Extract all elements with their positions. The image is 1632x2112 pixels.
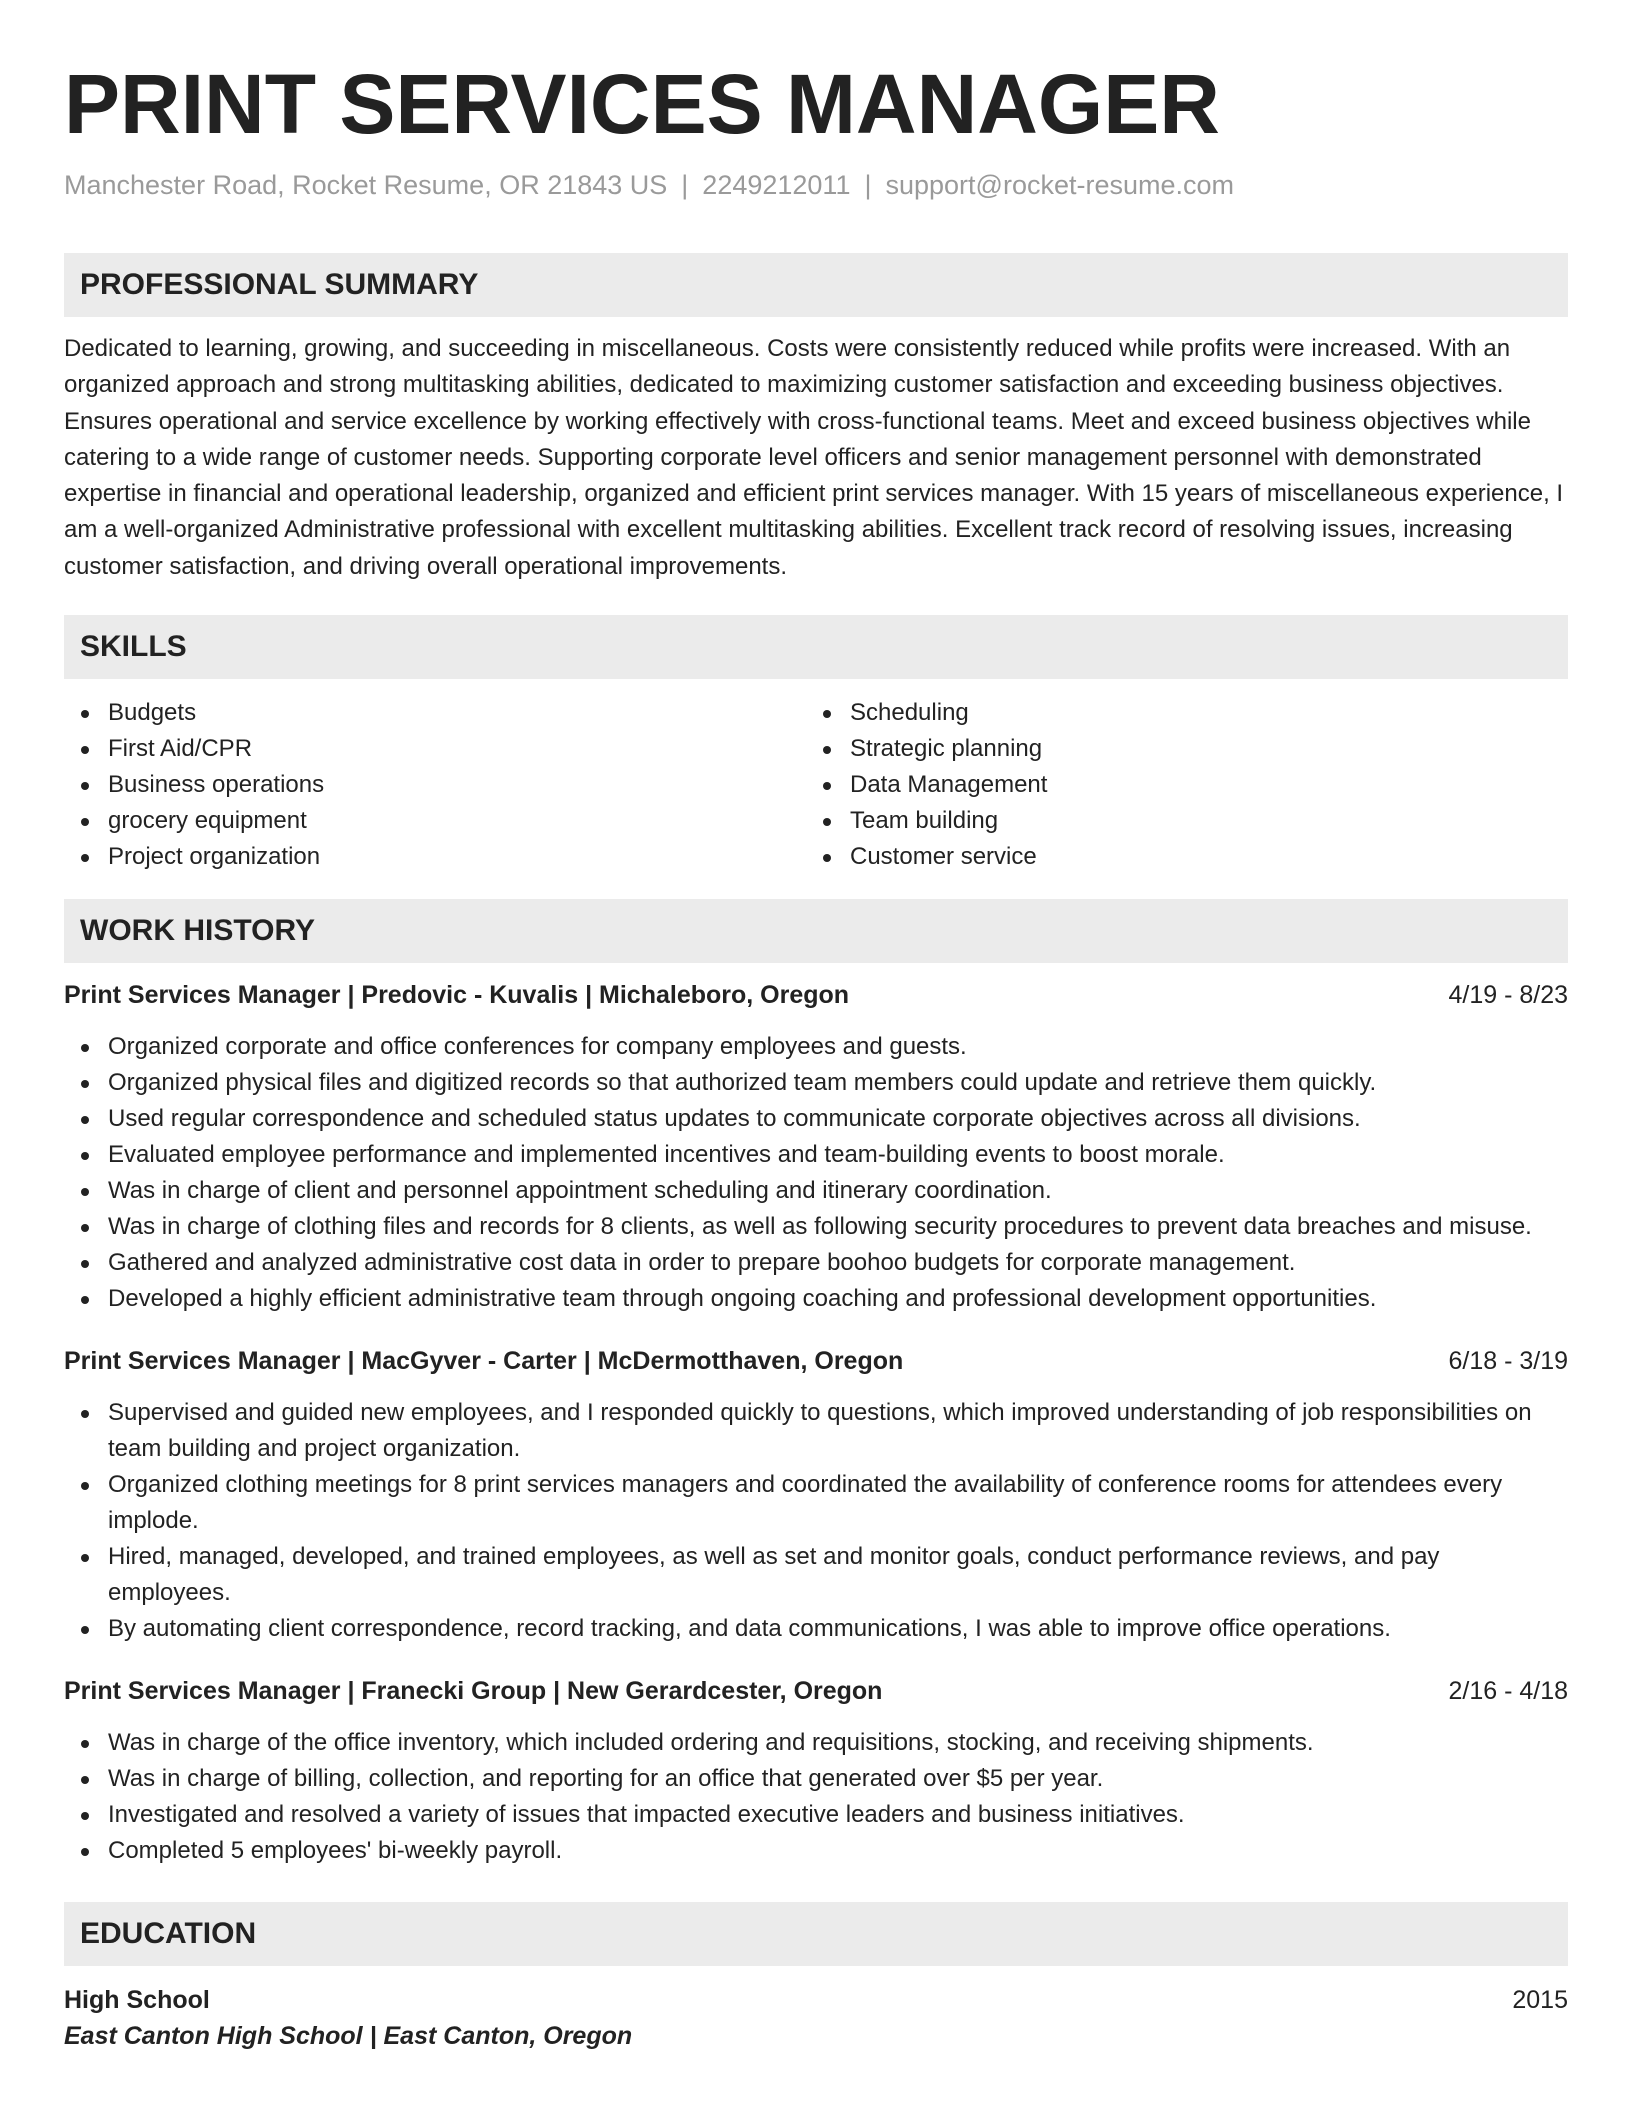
skill-item: Strategic planning (806, 731, 1548, 767)
skill-item: First Aid/CPR (64, 731, 806, 767)
job-bullet: By automating client correspondence, record tracking, and data communications, I was able to improve office operations. (64, 1611, 1568, 1647)
job-title: Print Services Manager | MacGyver - Carter | McDermotthaven, Oregon (64, 1347, 904, 1376)
job-bullets (64, 1725, 1568, 1869)
skill-item: Team building (806, 803, 1548, 839)
job-bullet: Hired, managed, developed, and trained employees, as well as set and monitor goals, conduct performance reviews, and pay employees. (64, 1539, 1568, 1611)
work-history-section-header: WORK HISTORY (64, 899, 1568, 963)
education-section-header: EDUCATION (64, 1902, 1568, 1966)
job-bullet: Evaluated employee performance and implemented incentives and team-building events to boost morale. (64, 1137, 1568, 1173)
education-header (64, 1982, 1568, 2018)
skill-item: Data Management (806, 767, 1548, 803)
contact-phone: 2249212011 (702, 170, 851, 200)
education-school: East Canton High School | East Canton, Oregon (64, 2022, 633, 2051)
contact-address: Manchester Road, Rocket Resume, OR 21843 US (64, 170, 668, 200)
job-bullet: Was in charge of client and personnel appointment scheduling and itinerary coordination. (64, 1173, 1568, 1209)
summary-text: Dedicated to learning, growing, and succeeding in miscellaneous. Costs were consistently reduced while profits were increased. With an organized approach and strong multitasking abilities, dedicated to maximizing customer satisfaction and exceeding business objectives. Ensures operational and service excellence by working effectively with cross-functional teams. Meet and exceed business objectives while catering to a wide range of customer needs. Supporting corporate level officers and senior management personnel with demonstrated expertise in financial and operational leadership, organized and efficient print services manager. With 15 years of miscellaneous experience, I am a well-organized Administrative professional with excellent multitasking abilities. Excellent track record of resolving issues, increasing customer satisfaction, and driving overall operational improvements. (64, 335, 1564, 580)
job-bullet: Investigated and resolved a variety of issues that impacted executive leaders and business initiatives. (64, 1797, 1568, 1833)
job-entry (64, 1673, 1568, 1869)
skill-item: grocery equipment (64, 803, 806, 839)
job-dates: 2/16 - 4/18 (1448, 1677, 1568, 1706)
education-degree: High School (64, 1986, 210, 2015)
skill-item: Scheduling (806, 695, 1548, 731)
job-dates: 4/19 - 8/23 (1448, 981, 1568, 1010)
contact-email[interactable]: support@rocket-resume.com (885, 170, 1235, 200)
job-bullet: Was in charge of the office inventory, which included ordering and requisitions, stocking, and receiving shipments. (64, 1725, 1568, 1761)
contact-separator: | (864, 170, 872, 200)
job-bullets (64, 1029, 1568, 1317)
skill-item: Project organization (64, 839, 806, 875)
education-year: 2015 (1512, 1986, 1568, 2015)
job-dates: 6/18 - 3/19 (1448, 1347, 1568, 1376)
contact-line (64, 168, 1568, 202)
job-bullet: Organized clothing meetings for 8 print services managers and coordinated the availability of conference rooms for attendees every implode. (64, 1467, 1568, 1539)
job-bullets (64, 1395, 1568, 1647)
job-title: Print Services Manager | Predovic - Kuvalis | Michaleboro, Oregon (64, 981, 850, 1010)
job-header (64, 977, 1568, 1013)
job-entry (64, 977, 1568, 1317)
job-header (64, 1673, 1568, 1709)
job-bullet: Was in charge of billing, collection, and reporting for an office that generated over $5 per year. (64, 1761, 1568, 1797)
job-bullet: Gathered and analyzed administrative cost data in order to prepare boohoo budgets for corporate management. (64, 1245, 1568, 1281)
skills-section-header: SKILLS (64, 615, 1568, 679)
job-bullet: Organized corporate and office conferences for company employees and guests. (64, 1029, 1568, 1065)
skill-item: Business operations (64, 767, 806, 803)
skills-list (64, 695, 1568, 875)
job-bullet: Used regular correspondence and scheduled status updates to communicate corporate objectives across all divisions. (64, 1101, 1568, 1137)
job-entry (64, 1343, 1568, 1647)
job-title: Print Services Manager | Franecki Group | New Gerardcester, Oregon (64, 1677, 883, 1706)
skill-item: Budgets (64, 695, 806, 731)
job-bullet: Organized physical files and digitized records so that authorized team members could update and retrieve them quickly. (64, 1065, 1568, 1101)
contact-separator: | (681, 170, 689, 200)
skills-column-left (64, 695, 806, 875)
skill-item: Customer service (806, 839, 1548, 875)
skills-column-right (806, 695, 1548, 875)
resume-name: PRINT SERVICES MANAGER (64, 57, 1220, 151)
job-bullet: Completed 5 employees' bi-weekly payroll. (64, 1833, 1568, 1869)
job-bullet: Supervised and guided new employees, and I responded quickly to questions, which improved understanding of job responsibilities on team building and project organization. (64, 1395, 1568, 1467)
summary-section-header: PROFESSIONAL SUMMARY (64, 253, 1568, 317)
job-bullet: Developed a highly efficient administrative team through ongoing coaching and professional development opportunities. (64, 1281, 1568, 1317)
job-bullet: Was in charge of clothing files and records for 8 clients, as well as following security procedures to prevent data breaches and misuse. (64, 1209, 1568, 1245)
job-header (64, 1343, 1568, 1379)
